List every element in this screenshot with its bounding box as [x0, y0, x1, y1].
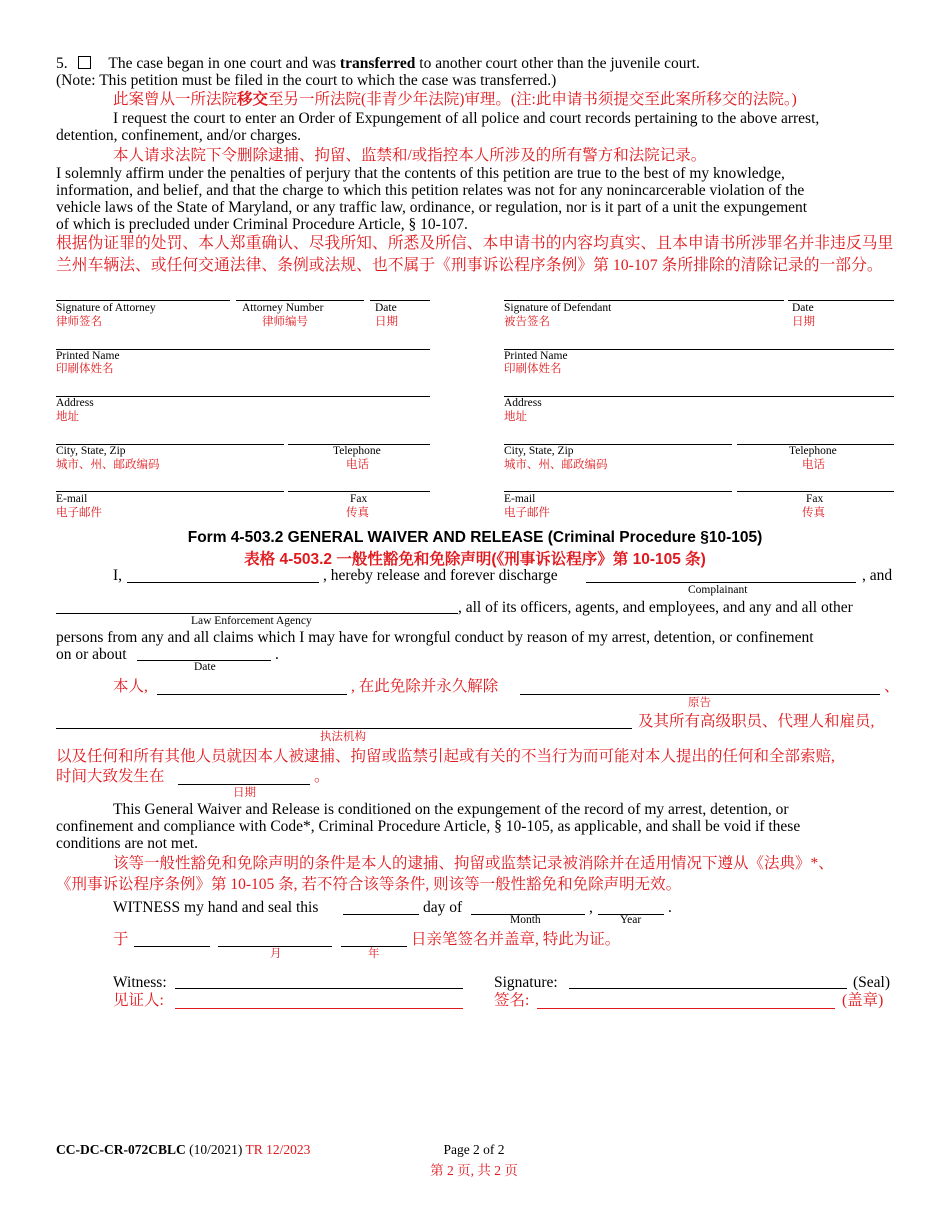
- label-printed-name-right-zh: 印刷体姓名: [504, 363, 562, 375]
- label-address-right: Address: [504, 397, 542, 409]
- footer-form-code: CC-DC-CR-072CBLC: [56, 1142, 186, 1157]
- waiver-zh4-post: 。: [314, 768, 330, 785]
- complainant-field[interactable]: [586, 582, 856, 583]
- label-email-right-zh: 电子邮件: [504, 507, 550, 519]
- seal-label-zh: (盖章): [842, 992, 884, 1009]
- witness-zh-yu: 于: [113, 931, 129, 948]
- defendant-signature-field[interactable]: [504, 300, 784, 301]
- label-year-zh: 年: [368, 948, 380, 960]
- law-enforcement-agency-field-zh[interactable]: [56, 728, 632, 729]
- attorney-email-field[interactable]: [56, 491, 284, 492]
- label-sig-attorney-zh: 律师签名: [56, 316, 102, 328]
- attorney-date-field[interactable]: [370, 300, 430, 301]
- label-agency: Law Enforcement Agency: [191, 615, 312, 627]
- defendant-fax-field[interactable]: [737, 491, 894, 492]
- waiver-title-zh: 表格 4-503.2 一般性豁免和免除声明(《刑事诉讼程序》第 10-105 条): [244, 551, 706, 568]
- footer-form-id: [56, 1142, 310, 1158]
- label-year: Year: [620, 914, 642, 926]
- defendant-email-field[interactable]: [504, 491, 732, 492]
- waiver-zh3: 以及任何和所有其他人员就因本人被逮捕、拘留或监禁引起或有关的不当行为而可能对本人提出的任何和全部索赔,: [56, 748, 835, 765]
- waiver-l4-pre: on or about: [56, 646, 127, 663]
- label-telephone-right-zh: 电话: [802, 459, 825, 471]
- cond-en3: conditions are not met.: [56, 835, 199, 852]
- affirm-en4: of which is precluded under Criminal Procedure Article, § 10-107.: [56, 216, 468, 233]
- label-printed-name-left-zh: 印刷体姓名: [56, 363, 114, 375]
- label-month: Month: [510, 914, 541, 926]
- waiver-name-field-zh[interactable]: [157, 694, 347, 695]
- label-attorney-number: Attorney Number: [242, 302, 324, 314]
- footer-page-zh: 第 2 页, 共 2 页: [430, 1163, 518, 1178]
- label-fax-left: Fax: [350, 493, 368, 505]
- footer-page: Page 2 of 2: [443, 1142, 505, 1157]
- item5-zh-pre: 此案曾从一所法院: [113, 91, 238, 108]
- label-fax-right: Fax: [806, 493, 824, 505]
- cond-zh2: 《刑事诉讼程序条例》第 10-105 条, 若不符合该等条件, 则该等一般性豁免和免除声明无效。: [56, 876, 682, 893]
- label-email-right: E-mail: [504, 493, 536, 505]
- waiver-l3: persons from any and all claims which I may have for wrongful conduct by reason of my arrest, detention, or confinement: [56, 629, 814, 646]
- item5-zh-bold: 移交: [237, 91, 269, 108]
- signature-label-zh: 签名:: [494, 992, 530, 1009]
- label-complainant: Complainant: [688, 584, 748, 596]
- request-zh: 本人请求法院下令删除逮捕、拘留、监禁和/或指控本人所涉及的所有警方和法院记录。: [113, 147, 707, 164]
- label-sig-defendant: Signature of Defendant: [504, 302, 612, 314]
- label-telephone-left: Telephone: [333, 445, 381, 457]
- label-address-right-zh: 地址: [504, 411, 527, 423]
- label-agency-zh: 执法机构: [320, 731, 366, 743]
- waiver-zh4-pre: 时间大致发生在: [56, 768, 165, 785]
- affirm-zh1: 根据伪证罪的处罚、本人郑重确认、尽我所知、所悉及所信、本申请书的内容均真实、且本申请书所涉罪名并非违反马里: [56, 235, 894, 252]
- witness-day-field[interactable]: [343, 914, 419, 915]
- cond-zh1: 该等一般性豁免和免除声明的条件是本人的逮捕、拘留或监禁记录被消除并在适用情况下遵从《法典》*、: [113, 855, 834, 872]
- label-printed-name-left: Printed Name: [56, 350, 120, 362]
- witness-month-field-zh[interactable]: [218, 946, 332, 947]
- footer-tr: TR 12/2023: [242, 1142, 311, 1157]
- label-city-left: City, State, Zip: [56, 445, 126, 457]
- item5-zh: [113, 90, 797, 109]
- signature-label: Signature:: [494, 974, 558, 991]
- witness-year-field-zh[interactable]: [341, 946, 407, 947]
- witness-signature-field[interactable]: [175, 988, 463, 989]
- label-address-left: Address: [56, 397, 94, 409]
- waiver-date-field-zh[interactable]: [178, 784, 310, 785]
- label-email-left: E-mail: [56, 493, 88, 505]
- witness-day-field-zh[interactable]: [134, 946, 210, 947]
- label-fax-left-zh: 传真: [346, 507, 369, 519]
- witness-signature-field-zh[interactable]: [175, 1008, 463, 1009]
- item5-note: (Note: This petition must be filed in the court to which the case was transferred.): [56, 72, 557, 89]
- label-waiver-date: Date: [194, 661, 216, 673]
- label-sig-attorney: Signature of Attorney: [56, 302, 156, 314]
- label-city-right-zh: 城市、州、邮政编码: [504, 459, 608, 471]
- label-date-zh: 日期: [233, 787, 256, 799]
- label-defendant-date: Date: [792, 302, 814, 314]
- affirm-en2: information, and belief, and that the charge to which this petition relates was not for any nonincarcerable violation of the: [56, 182, 805, 199]
- witness-period: .: [668, 899, 672, 916]
- attorney-number-field[interactable]: [236, 300, 364, 301]
- label-attorney-date-zh: 日期: [375, 316, 398, 328]
- item5-text-bold: transferred: [339, 55, 416, 72]
- footer-form-date: (10/2021): [185, 1142, 243, 1157]
- label-telephone-right: Telephone: [789, 445, 837, 457]
- witness-pre: WITNESS my hand and seal this: [113, 899, 319, 916]
- item5-zh-post: 至另一所法院(非青少年法院)审理。(注:此申请书须提交至此案所移交的法院。): [268, 91, 797, 108]
- witness-day-of: day of: [423, 899, 463, 916]
- item5-text-pre: The case began in one court and was: [108, 55, 340, 72]
- cond-en2: confinement and compliance with Code*, Criminal Procedure Article, § 10-105, as applicable, and shall be void if these: [56, 818, 801, 835]
- item5-line: [56, 55, 700, 72]
- affirm-en3: vehicle laws of the State of Maryland, or any traffic law, ordinance, or regulation, nor is it part of a unit the expungement: [56, 199, 808, 216]
- request-en1: I request the court to enter an Order of Expungement of all police and court records pertaining to the above arrest,: [113, 110, 820, 127]
- waiver-zh1-pre: 本人,: [113, 678, 148, 695]
- witness-label-zh: 见证人:: [113, 992, 164, 1009]
- waiver-name-field[interactable]: [127, 582, 319, 583]
- waiver-l2-post: , all of its officers, agents, and employees, and any and all other: [458, 599, 853, 616]
- affirm-en1: I solemnly affirm under the penalties of perjury that the contents of this petition are true to the best of my knowledge,: [56, 165, 785, 182]
- defendant-final-signature-field-zh[interactable]: [537, 1008, 835, 1009]
- law-enforcement-agency-field[interactable]: [56, 613, 458, 614]
- item5-checkbox[interactable]: [78, 56, 91, 69]
- cond-en1: This General Waiver and Release is conditioned on the expungement of the record of my arrest, detention, or: [113, 801, 789, 818]
- label-city-right: City, State, Zip: [504, 445, 574, 457]
- label-attorney-date: Date: [375, 302, 397, 314]
- witness-zh-post: 日亲笔签名并盖章, 特此为证。: [411, 931, 621, 948]
- attorney-fax-field[interactable]: [288, 491, 430, 492]
- label-sig-defendant-zh: 被告签名: [504, 316, 550, 328]
- defendant-address-field[interactable]: [504, 396, 894, 397]
- waiver-zh1-mid: , 在此免除并永久解除: [351, 678, 499, 695]
- waiver-i: I,: [113, 567, 123, 584]
- waiver-zh2-post: 及其所有高级职员、代理人和雇员,: [638, 713, 875, 730]
- label-month-zh: 月: [270, 948, 282, 960]
- label-complainant-zh: 原告: [688, 697, 711, 709]
- witness-label: Witness:: [113, 974, 167, 991]
- waiver-title: Form 4-503.2 GENERAL WAIVER AND RELEASE (Criminal Procedure §10-105): [187, 529, 763, 546]
- attorney-address-field[interactable]: [56, 396, 430, 397]
- label-city-left-zh: 城市、州、邮政编码: [56, 459, 160, 471]
- waiver-l4-post: .: [275, 646, 279, 663]
- witness-comma: ,: [589, 899, 593, 916]
- label-attorney-number-zh: 律师编号: [262, 316, 308, 328]
- defendant-date-field[interactable]: [788, 300, 894, 301]
- seal-label: (Seal): [853, 974, 891, 991]
- waiver-l1-and: , and: [862, 567, 893, 584]
- label-printed-name-right: Printed Name: [504, 350, 568, 362]
- affirm-zh2: 兰州车辆法、或任何交通法律、条例或法规、也不属于《刑事诉讼程序条例》第 10-107 条所排除的清除记录的一部分。: [56, 257, 883, 274]
- label-address-left-zh: 地址: [56, 411, 79, 423]
- request-en2: detention, confinement, and/or charges.: [56, 127, 302, 144]
- waiver-l1-mid: , hereby release and forever discharge: [323, 567, 558, 584]
- label-fax-right-zh: 传真: [802, 507, 825, 519]
- item5-text-post: to another court other than the juvenile court.: [415, 55, 700, 72]
- label-email-left-zh: 电子邮件: [56, 507, 102, 519]
- label-defendant-date-zh: 日期: [792, 316, 815, 328]
- label-telephone-left-zh: 电话: [346, 459, 369, 471]
- waiver-zh1-end: 、: [884, 678, 900, 695]
- attorney-signature-field[interactable]: [56, 300, 230, 301]
- complainant-field-zh[interactable]: [520, 694, 880, 695]
- defendant-final-signature-field[interactable]: [569, 988, 847, 989]
- item5-number: 5.: [56, 55, 68, 72]
